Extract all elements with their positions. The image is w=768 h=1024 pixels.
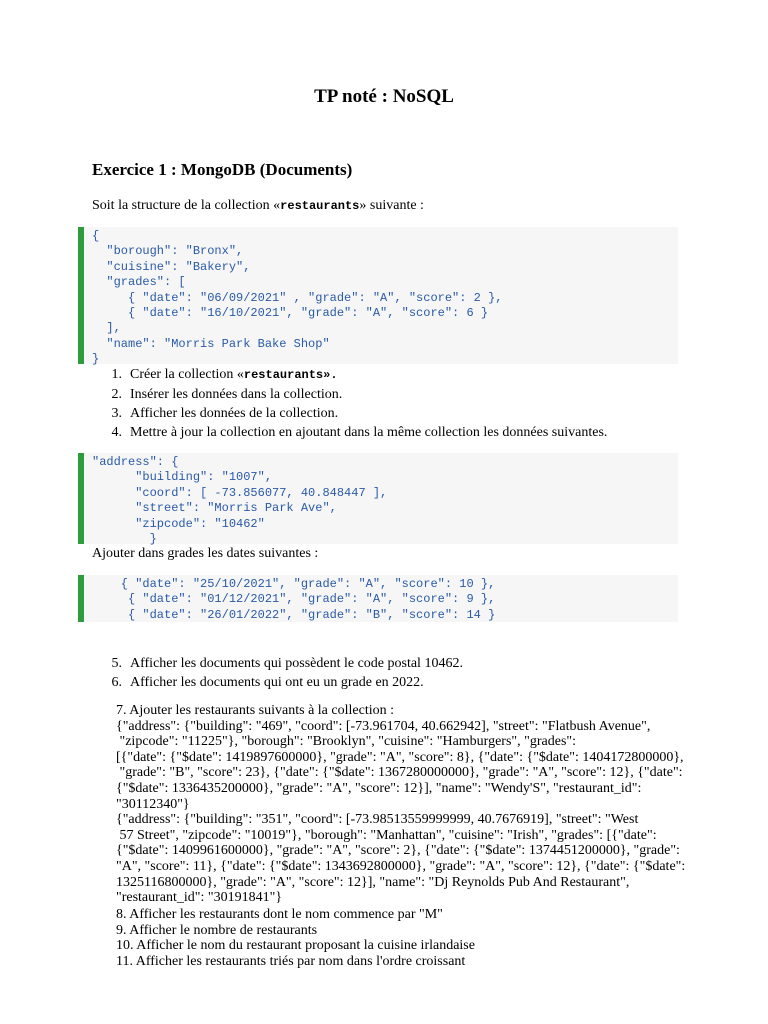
list-item: 9. Afficher le nombre de restaurants [116, 922, 318, 938]
page-title: TP noté : NoSQL [314, 86, 454, 107]
list-item: 1. Créer la collection «restaurants». [111, 367, 338, 382]
list-item: 5. Afficher les documents qui possèdent le code postal 10462. [111, 656, 463, 671]
list-item: 8. Afficher les restaurants dont le nom commence par "M" [116, 907, 443, 922]
list-item: 6. Afficher les documents qui ont eu un grade en 2022. [111, 675, 424, 690]
steps-list-2 [92, 654, 463, 692]
intro-text-after: » suivante : [359, 198, 424, 213]
code-block-address: "address": { "building": "1007", "coord": [ -73.856077, 40.848447 ], "street": "Morris Park Ave", "zipcode": "10462" } [78, 453, 678, 544]
list-item: 4. Mettre à jour la collection en ajoutant dans la même collection les données suivantes. [111, 425, 608, 440]
list-item: 2. Insérer les données dans la collection. [111, 387, 343, 402]
collection-name: restaurants [280, 199, 360, 213]
steps-list-1 [92, 365, 607, 442]
list-item: 3. Afficher les données de la collection. [111, 406, 339, 421]
step-7-restaurants-data: 7. Ajouter les restaurants suivants à la collection : {"address": {"building": "469", "coord": [-73.961704, 40.662942], "street": "Flatbush Avenue", "zipcode": "11225"}, "borough": "Brooklyn", "cuisine": "Hamburgers", "grades": [{"date": {"$date": 1419897600000}, "grade": "A", "score": 8}, {"date": {"$date": 1404172800000}, "grade": "B", "score": 23}, {"date": {"$date": 1367280000000}, "grade": "A", "score": 12}, {"date": {"$date": 1336435200000}, "grade": "A", "score": 12}], "name": "Wendy'S", "restaurant_id": "30112340"} {"address": {"building": "351", "coord": [-73.98513559999999, 40.7676919], "street": "West 57 Street", "zipcode": "10019"}, "borough": "Manhattan", "cuisine": "Irish", "grades": [{"date": {"$date": 1409961600000}, "grade": "A", "score": 2}, {"date": {"$date": 1374451200000}, "grade": "A", "score": 11}, {"date": {"$date": 1343692800000}, "grade": "A", "score": 12}, {"date": {"$date": 1325116800000}, "grade": "A", "score": 12}], "name": "Dj Reynolds Pub And Restaurant", "restaurant_id": "30191841"} [116, 703, 686, 906]
list-item: 11. Afficher les restaurants triés par nom dans l'ordre croissant [116, 953, 466, 969]
intro-text-before: Soit la structure de la collection « [92, 198, 281, 213]
grades-intro: Ajouter dans grades les dates suivantes : [92, 546, 319, 561]
list-item: 10. Afficher le nom du restaurant proposant la cuisine irlandaise [116, 938, 475, 954]
steps-list-3 [116, 907, 475, 969]
code-block-grades: { "date": "25/10/2021", "grade": "A", "score": 10 }, { "date": "01/12/2021", "grade": "A", "score": 9 }, { "date": "26/01/2022", "grade": "B", "score": 14 } [78, 575, 678, 622]
exercise-heading: Exercice 1 : MongoDB (Documents) [92, 160, 353, 179]
intro-paragraph [92, 198, 424, 214]
code-block-structure: { "borough": "Bronx", "cuisine": "Bakery", "grades": [ { "date": "06/09/2021" , "grade": "A", "score": 2 }, { "date": "16/10/2021", "grade": "A", "score": 6 } ], "name": "Morris Park Bake Shop" } [78, 227, 678, 364]
